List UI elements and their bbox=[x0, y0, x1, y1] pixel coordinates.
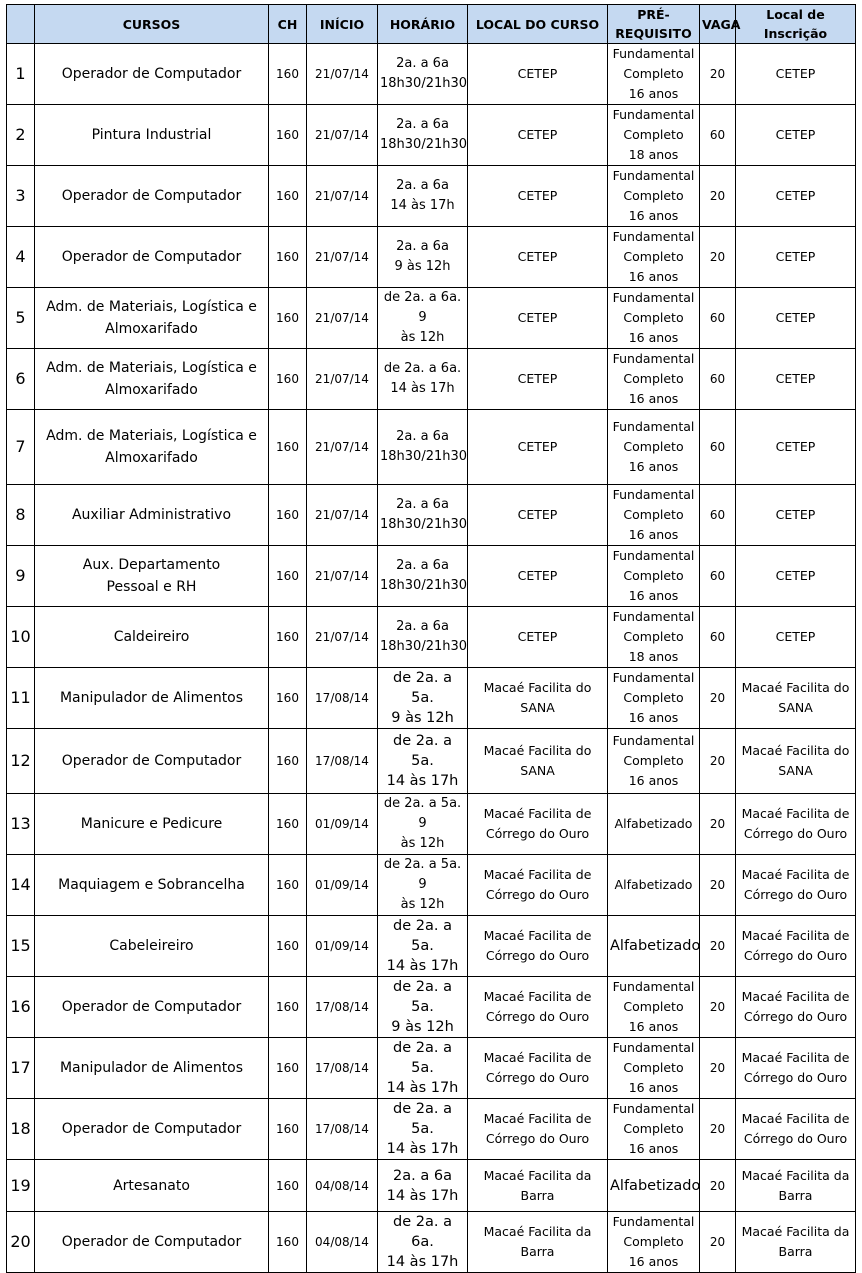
table-row bbox=[7, 288, 856, 349]
table-row bbox=[7, 227, 856, 288]
registration-location: CETEP bbox=[736, 485, 856, 546]
course-name: Maquiagem e Sobrancelha bbox=[35, 855, 269, 916]
table-row bbox=[7, 166, 856, 227]
table-row bbox=[7, 668, 856, 729]
schedule: de 2a. a 5a. 14 às 17h bbox=[378, 1099, 468, 1160]
vacancies: 20 bbox=[700, 1160, 736, 1212]
row-number: 12 bbox=[7, 729, 35, 794]
course-hours: 160 bbox=[269, 916, 307, 977]
course-hours: 160 bbox=[269, 1160, 307, 1212]
vacancies: 60 bbox=[700, 546, 736, 607]
row-number: 5 bbox=[7, 288, 35, 349]
table-row bbox=[7, 1038, 856, 1099]
schedule: de 2a. a 5a. 9 às 12h bbox=[378, 668, 468, 729]
row-number: 10 bbox=[7, 607, 35, 668]
vacancies: 20 bbox=[700, 166, 736, 227]
table-row bbox=[7, 855, 856, 916]
vacancies: 20 bbox=[700, 1038, 736, 1099]
course-hours: 160 bbox=[269, 1038, 307, 1099]
prerequisite: Fundamental Completo 16 anos bbox=[608, 1099, 700, 1160]
prerequisite: Fundamental Completo 16 anos bbox=[608, 166, 700, 227]
start-date: 17/08/14 bbox=[307, 729, 378, 794]
header-pre-requisito: PRÉ-REQUISITO bbox=[608, 5, 700, 44]
course-location: CETEP bbox=[468, 607, 608, 668]
course-location: CETEP bbox=[468, 44, 608, 105]
registration-location: CETEP bbox=[736, 410, 856, 485]
schedule: de 2a. a 5a. 9 às 12h bbox=[378, 977, 468, 1038]
registration-location: Macaé Facilita da Barra bbox=[736, 1212, 856, 1273]
header-horario: HORÁRIO bbox=[378, 5, 468, 44]
vacancies: 20 bbox=[700, 44, 736, 105]
row-number: 18 bbox=[7, 1099, 35, 1160]
course-hours: 160 bbox=[269, 668, 307, 729]
header-inicio: INÍCIO bbox=[307, 5, 378, 44]
row-number: 15 bbox=[7, 916, 35, 977]
schedule: de 2a. a 5a. 9 às 12h bbox=[378, 855, 468, 916]
course-location: CETEP bbox=[468, 485, 608, 546]
header-local-curso: LOCAL DO CURSO bbox=[468, 5, 608, 44]
header-local-inscricao: Local de Inscrição bbox=[736, 5, 856, 44]
course-name: Operador de Computador bbox=[35, 44, 269, 105]
vacancies: 20 bbox=[700, 855, 736, 916]
table-row bbox=[7, 349, 856, 410]
schedule: 2a. a 6a 18h30/21h30 bbox=[378, 105, 468, 166]
start-date: 01/09/14 bbox=[307, 916, 378, 977]
start-date: 21/07/14 bbox=[307, 485, 378, 546]
table-row bbox=[7, 729, 856, 794]
registration-location: Macaé Facilita de Córrego do Ouro bbox=[736, 1038, 856, 1099]
course-name: Cabeleireiro bbox=[35, 916, 269, 977]
prerequisite: Alfabetizado bbox=[608, 855, 700, 916]
schedule: 2a. a 6a 18h30/21h30 bbox=[378, 485, 468, 546]
course-hours: 160 bbox=[269, 288, 307, 349]
prerequisite: Fundamental Completo 18 anos bbox=[608, 607, 700, 668]
course-hours: 160 bbox=[269, 546, 307, 607]
schedule: de 2a. a 6a. 14 às 17h bbox=[378, 1212, 468, 1273]
table-row bbox=[7, 1212, 856, 1273]
course-name: Manipulador de Alimentos bbox=[35, 668, 269, 729]
course-name: Aux. Departamento Pessoal e RH bbox=[35, 546, 269, 607]
row-number: 16 bbox=[7, 977, 35, 1038]
course-location: CETEP bbox=[468, 288, 608, 349]
prerequisite: Fundamental Completo 16 anos bbox=[608, 546, 700, 607]
prerequisite: Fundamental Completo 16 anos bbox=[608, 977, 700, 1038]
prerequisite: Fundamental Completo 16 anos bbox=[608, 410, 700, 485]
course-name: Operador de Computador bbox=[35, 1099, 269, 1160]
course-location: CETEP bbox=[468, 105, 608, 166]
course-hours: 160 bbox=[269, 349, 307, 410]
course-name: Artesanato bbox=[35, 1160, 269, 1212]
vacancies: 20 bbox=[700, 916, 736, 977]
prerequisite: Fundamental Completo 16 anos bbox=[608, 44, 700, 105]
course-hours: 160 bbox=[269, 977, 307, 1038]
registration-location: Macaé Facilita de Córrego do Ouro bbox=[736, 855, 856, 916]
course-location: Macaé Facilita de Córrego do Ouro bbox=[468, 855, 608, 916]
table-row bbox=[7, 1099, 856, 1160]
table-row bbox=[7, 916, 856, 977]
course-location: Macaé Facilita do SANA bbox=[468, 668, 608, 729]
course-hours: 160 bbox=[269, 166, 307, 227]
schedule: de 2a. a 5a. 14 às 17h bbox=[378, 1038, 468, 1099]
course-location: Macaé Facilita de Córrego do Ouro bbox=[468, 916, 608, 977]
row-number: 14 bbox=[7, 855, 35, 916]
start-date: 21/07/14 bbox=[307, 44, 378, 105]
course-hours: 160 bbox=[269, 410, 307, 485]
registration-location: CETEP bbox=[736, 166, 856, 227]
start-date: 21/07/14 bbox=[307, 288, 378, 349]
row-number: 9 bbox=[7, 546, 35, 607]
header-row bbox=[7, 5, 856, 44]
registration-location: CETEP bbox=[736, 105, 856, 166]
course-location: Macaé Facilita de Córrego do Ouro bbox=[468, 1099, 608, 1160]
start-date: 21/07/14 bbox=[307, 166, 378, 227]
row-number: 3 bbox=[7, 166, 35, 227]
course-name: Adm. de Materiais, Logística e Almoxarifado bbox=[35, 288, 269, 349]
header-num bbox=[7, 5, 35, 44]
course-location: CETEP bbox=[468, 227, 608, 288]
schedule: de 2a. a 5a. 14 às 17h bbox=[378, 916, 468, 977]
start-date: 17/08/14 bbox=[307, 668, 378, 729]
vacancies: 60 bbox=[700, 485, 736, 546]
row-number: 8 bbox=[7, 485, 35, 546]
vacancies: 20 bbox=[700, 1212, 736, 1273]
registration-location: CETEP bbox=[736, 546, 856, 607]
courses-table bbox=[6, 4, 856, 1273]
prerequisite: Alfabetizado bbox=[608, 794, 700, 855]
start-date: 01/09/14 bbox=[307, 855, 378, 916]
table-row bbox=[7, 546, 856, 607]
course-hours: 160 bbox=[269, 794, 307, 855]
header-cursos: CURSOS bbox=[35, 5, 269, 44]
row-number: 19 bbox=[7, 1160, 35, 1212]
prerequisite: Alfabetizado bbox=[608, 916, 700, 977]
course-name: Operador de Computador bbox=[35, 227, 269, 288]
course-name: Operador de Computador bbox=[35, 1212, 269, 1273]
course-hours: 160 bbox=[269, 44, 307, 105]
course-location: CETEP bbox=[468, 410, 608, 485]
vacancies: 60 bbox=[700, 288, 736, 349]
schedule: 2a. a 6a 18h30/21h30 bbox=[378, 410, 468, 485]
start-date: 21/07/14 bbox=[307, 546, 378, 607]
registration-location: CETEP bbox=[736, 227, 856, 288]
row-number: 20 bbox=[7, 1212, 35, 1273]
start-date: 01/09/14 bbox=[307, 794, 378, 855]
prerequisite: Fundamental Completo 16 anos bbox=[608, 288, 700, 349]
prerequisite: Fundamental Completo 16 anos bbox=[608, 349, 700, 410]
course-location: Macaé Facilita da Barra bbox=[468, 1212, 608, 1273]
start-date: 17/08/14 bbox=[307, 977, 378, 1038]
course-name: Operador de Computador bbox=[35, 729, 269, 794]
table-row bbox=[7, 44, 856, 105]
course-name: Operador de Computador bbox=[35, 166, 269, 227]
course-location: Macaé Facilita da Barra bbox=[468, 1160, 608, 1212]
registration-location: Macaé Facilita de Córrego do Ouro bbox=[736, 977, 856, 1038]
start-date: 21/07/14 bbox=[307, 410, 378, 485]
start-date: 04/08/14 bbox=[307, 1160, 378, 1212]
course-name: Adm. de Materiais, Logística e Almoxarifado bbox=[35, 410, 269, 485]
start-date: 21/07/14 bbox=[307, 607, 378, 668]
start-date: 21/07/14 bbox=[307, 105, 378, 166]
vacancies: 60 bbox=[700, 607, 736, 668]
table-body bbox=[7, 44, 856, 1273]
course-hours: 160 bbox=[269, 227, 307, 288]
course-location: Macaé Facilita de Córrego do Ouro bbox=[468, 1038, 608, 1099]
course-hours: 160 bbox=[269, 485, 307, 546]
course-name: Operador de Computador bbox=[35, 977, 269, 1038]
vacancies: 20 bbox=[700, 729, 736, 794]
table-row bbox=[7, 1160, 856, 1212]
vacancies: 20 bbox=[700, 977, 736, 1038]
start-date: 21/07/14 bbox=[307, 227, 378, 288]
course-location: Macaé Facilita de Córrego do Ouro bbox=[468, 794, 608, 855]
course-name: Manipulador de Alimentos bbox=[35, 1038, 269, 1099]
vacancies: 20 bbox=[700, 668, 736, 729]
course-name: Caldeireiro bbox=[35, 607, 269, 668]
course-hours: 160 bbox=[269, 607, 307, 668]
schedule: 2a. a 6a 18h30/21h30 bbox=[378, 44, 468, 105]
row-number: 2 bbox=[7, 105, 35, 166]
vacancies: 20 bbox=[700, 794, 736, 855]
vacancies: 60 bbox=[700, 410, 736, 485]
course-hours: 160 bbox=[269, 729, 307, 794]
course-hours: 160 bbox=[269, 105, 307, 166]
registration-location: CETEP bbox=[736, 288, 856, 349]
registration-location: Macaé Facilita de Córrego do Ouro bbox=[736, 1099, 856, 1160]
courses-table-wrapper bbox=[6, 4, 856, 1273]
vacancies: 60 bbox=[700, 349, 736, 410]
prerequisite: Fundamental Completo 16 anos bbox=[608, 485, 700, 546]
header-vaga: VAGA bbox=[700, 5, 736, 44]
schedule: de 2a. a 5a. 14 às 17h bbox=[378, 729, 468, 794]
table-row bbox=[7, 105, 856, 166]
registration-location: Macaé Facilita do SANA bbox=[736, 729, 856, 794]
course-location: Macaé Facilita de Córrego do Ouro bbox=[468, 977, 608, 1038]
course-location: CETEP bbox=[468, 166, 608, 227]
schedule: 2a. a 6a 18h30/21h30 bbox=[378, 607, 468, 668]
vacancies: 20 bbox=[700, 227, 736, 288]
registration-location: CETEP bbox=[736, 44, 856, 105]
prerequisite: Fundamental Completo 16 anos bbox=[608, 1212, 700, 1273]
schedule: de 2a. a 5a. 9 às 12h bbox=[378, 794, 468, 855]
course-location: CETEP bbox=[468, 349, 608, 410]
vacancies: 60 bbox=[700, 105, 736, 166]
row-number: 13 bbox=[7, 794, 35, 855]
row-number: 4 bbox=[7, 227, 35, 288]
row-number: 11 bbox=[7, 668, 35, 729]
row-number: 6 bbox=[7, 349, 35, 410]
registration-location: Macaé Facilita da Barra bbox=[736, 1160, 856, 1212]
start-date: 21/07/14 bbox=[307, 349, 378, 410]
course-hours: 160 bbox=[269, 1212, 307, 1273]
course-hours: 160 bbox=[269, 1099, 307, 1160]
header-ch: CH bbox=[269, 5, 307, 44]
course-name: Adm. de Materiais, Logística e Almoxarifado bbox=[35, 349, 269, 410]
course-location: Macaé Facilita do SANA bbox=[468, 729, 608, 794]
table-row bbox=[7, 794, 856, 855]
start-date: 17/08/14 bbox=[307, 1099, 378, 1160]
registration-location: Macaé Facilita do SANA bbox=[736, 668, 856, 729]
start-date: 17/08/14 bbox=[307, 1038, 378, 1099]
prerequisite: Alfabetizado bbox=[608, 1160, 700, 1212]
table-row bbox=[7, 485, 856, 546]
course-hours: 160 bbox=[269, 855, 307, 916]
registration-location: Macaé Facilita de Córrego do Ouro bbox=[736, 794, 856, 855]
row-number: 1 bbox=[7, 44, 35, 105]
schedule: 2a. a 6a 14 às 17h bbox=[378, 166, 468, 227]
registration-location: CETEP bbox=[736, 607, 856, 668]
row-number: 17 bbox=[7, 1038, 35, 1099]
schedule: de 2a. a 6a. 14 às 17h bbox=[378, 349, 468, 410]
schedule: 2a. a 6a 9 às 12h bbox=[378, 227, 468, 288]
table-row bbox=[7, 410, 856, 485]
course-location: CETEP bbox=[468, 546, 608, 607]
table-row bbox=[7, 607, 856, 668]
start-date: 04/08/14 bbox=[307, 1212, 378, 1273]
registration-location: Macaé Facilita de Córrego do Ouro bbox=[736, 916, 856, 977]
schedule: 2a. a 6a 18h30/21h30 bbox=[378, 546, 468, 607]
course-name: Auxiliar Administrativo bbox=[35, 485, 269, 546]
prerequisite: Fundamental Completo 16 anos bbox=[608, 227, 700, 288]
row-number: 7 bbox=[7, 410, 35, 485]
prerequisite: Fundamental Completo 18 anos bbox=[608, 105, 700, 166]
schedule: 2a. a 6a 14 às 17h bbox=[378, 1160, 468, 1212]
prerequisite: Fundamental Completo 16 anos bbox=[608, 668, 700, 729]
registration-location: CETEP bbox=[736, 349, 856, 410]
vacancies: 20 bbox=[700, 1099, 736, 1160]
course-name: Manicure e Pedicure bbox=[35, 794, 269, 855]
prerequisite: Fundamental Completo 16 anos bbox=[608, 729, 700, 794]
table-row bbox=[7, 977, 856, 1038]
prerequisite: Fundamental Completo 16 anos bbox=[608, 1038, 700, 1099]
course-name: Pintura Industrial bbox=[35, 105, 269, 166]
schedule: de 2a. a 6a. 9 às 12h bbox=[378, 288, 468, 349]
